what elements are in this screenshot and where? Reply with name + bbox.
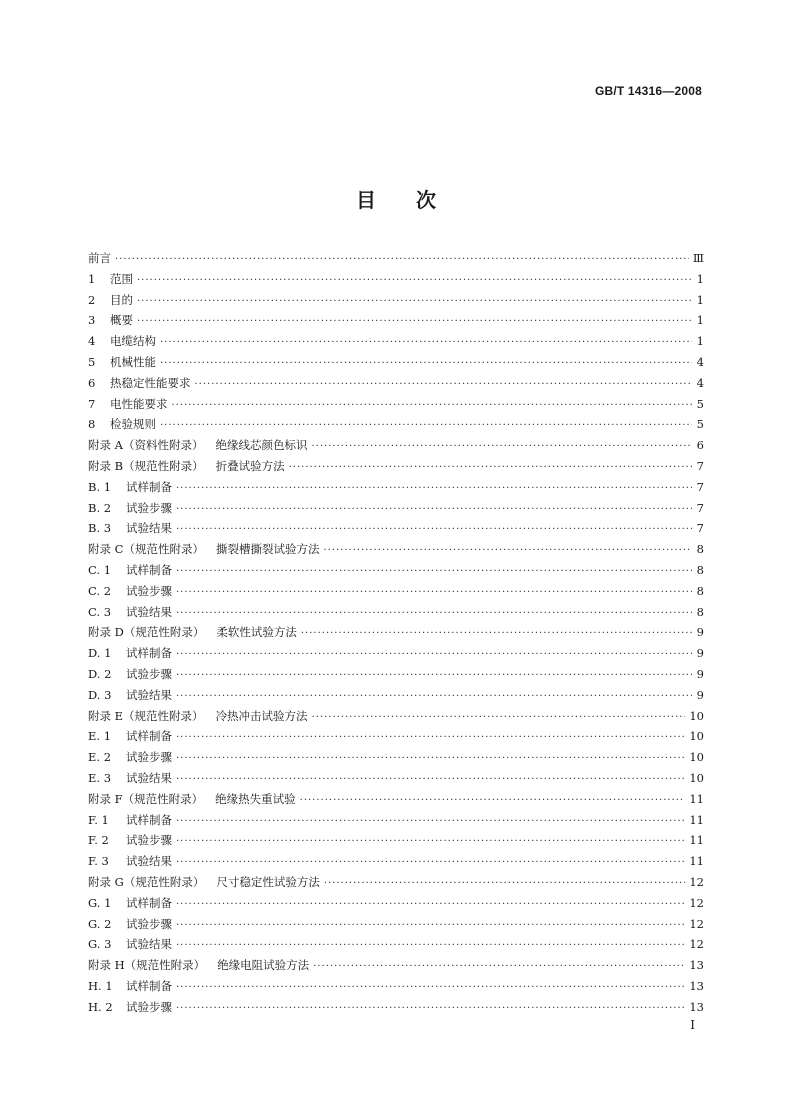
toc-entry[interactable] [88, 290, 704, 311]
toc-entry[interactable] [88, 518, 704, 539]
toc-entry-label [88, 622, 301, 643]
toc-entry-number: B. 3 [88, 521, 112, 536]
toc-entry-title: 试样制备 [126, 978, 172, 993]
toc-entry-label [88, 331, 160, 352]
toc-entry[interactable] [88, 851, 704, 872]
toc-entry-page: 9 [696, 666, 704, 681]
toc-entry-label [88, 997, 176, 1018]
toc-entry-label [88, 934, 176, 955]
toc-entry-page: 5 [696, 396, 704, 411]
toc-entry[interactable] [88, 830, 704, 851]
toc-entry-label [88, 893, 176, 914]
toc-entry-title: 试验步骤 [126, 916, 172, 931]
toc-leader-dots [176, 666, 692, 687]
toc-leader-dots [176, 770, 685, 791]
toc-leader-dots [300, 791, 686, 812]
toc-entry-page: 4 [696, 354, 704, 369]
toc-entry-title: 电缆结构 [110, 334, 156, 349]
toc-entry-subtitle: 冷热冲击试验方法 [215, 708, 308, 723]
toc-entry-title: 附录 D（规范性附录） [88, 625, 205, 640]
toc-leader-dots [176, 645, 692, 666]
toc-entry[interactable] [88, 498, 704, 519]
toc-entry-subtitle: 绝缘热失重试验 [215, 791, 296, 806]
toc-entry-title: 附录 A（资料性附录） [88, 438, 204, 453]
toc-leader-dots [176, 978, 685, 999]
toc-entry-number: B. 1 [88, 479, 112, 494]
toc-entry-page: 12 [689, 916, 704, 931]
toc-entry-label [88, 685, 176, 706]
toc-entry-number: G. 1 [88, 895, 112, 910]
toc-entry-label [88, 373, 195, 394]
toc-entry[interactable] [88, 269, 704, 290]
toc-entry[interactable] [88, 456, 704, 477]
toc-entry-number: D. 2 [88, 666, 112, 681]
toc-entry-page: 11 [689, 791, 704, 806]
toc-leader-dots [176, 812, 685, 833]
toc-entry[interactable] [88, 955, 704, 976]
toc-leader-dots [289, 458, 692, 479]
toc-leader-dots [176, 583, 692, 604]
toc-entry-number: 5 [88, 354, 96, 369]
toc-entry-title: 试验步骤 [126, 500, 172, 515]
toc-entry-title: 试验结果 [126, 604, 172, 619]
toc-entry-title: 试验结果 [126, 687, 172, 702]
toc-entry-label [88, 830, 176, 851]
toc-entry-number: E. 2 [88, 750, 112, 765]
toc-leader-dots [176, 853, 685, 874]
toc-entry-number: F. 1 [88, 812, 109, 827]
toc-entry-title: 电性能要求 [110, 396, 168, 411]
toc-entry-page: 13 [689, 958, 704, 973]
toc-entry[interactable] [88, 373, 704, 394]
table-of-contents [88, 248, 704, 1017]
toc-entry-title: 试验结果 [126, 937, 172, 952]
toc-entry-title: 热稳定性能要求 [110, 375, 191, 390]
toc-entry-label [88, 872, 324, 893]
toc-entry-label [88, 539, 323, 560]
toc-entry[interactable] [88, 622, 704, 643]
page-title: 目 次 [356, 188, 436, 212]
toc-entry-page: 13 [689, 978, 704, 993]
toc-entry-number: G. 3 [88, 937, 112, 952]
toc-entry-label [88, 414, 160, 435]
toc-entry[interactable] [88, 394, 704, 415]
toc-entry-label [88, 518, 176, 539]
page-number: I [690, 1018, 695, 1032]
toc-entry-page: 8 [696, 604, 704, 619]
toc-entry-page: 12 [689, 874, 704, 889]
toc-entry-label [88, 498, 176, 519]
toc-entry-page: 11 [689, 812, 704, 827]
toc-leader-dots [176, 916, 685, 937]
toc-entry-title: 试样制备 [126, 729, 172, 744]
toc-entry[interactable] [88, 810, 704, 831]
toc-entry-subtitle: 绝缘线芯颜色标识 [215, 438, 308, 453]
toc-entry[interactable] [88, 706, 704, 727]
toc-entry-title: 试验结果 [126, 770, 172, 785]
toc-entry-page: 6 [696, 438, 704, 453]
toc-entry-number: 6 [88, 375, 96, 390]
toc-entry[interactable] [88, 248, 704, 269]
toc-entry[interactable] [88, 976, 704, 997]
toc-entry[interactable] [88, 893, 704, 914]
toc-leader-dots [195, 375, 693, 396]
toc-entry-label [88, 310, 137, 331]
toc-entry-label [88, 789, 300, 810]
toc-entry[interactable] [88, 747, 704, 768]
toc-leader-dots [176, 728, 685, 749]
toc-entry[interactable] [88, 643, 704, 664]
toc-entry-page: 9 [696, 625, 704, 640]
toc-entry-label [88, 477, 176, 498]
toc-entry-number: 4 [88, 334, 96, 349]
toc-entry-title: 附录 B（规范性附录） [88, 458, 204, 473]
toc-leader-dots [176, 832, 685, 853]
toc-entry-page: 11 [689, 854, 704, 869]
toc-leader-dots [176, 999, 685, 1020]
toc-entry-number: 3 [88, 313, 96, 328]
toc-leader-dots [176, 895, 685, 916]
toc-entry-subtitle: 绝缘电阻试验方法 [217, 958, 310, 973]
toc-entry-number: C. 2 [88, 583, 112, 598]
toc-entry-title: 试样制备 [126, 895, 172, 910]
toc-entry-title: 试样制备 [126, 479, 172, 494]
toc-entry-label [88, 269, 137, 290]
toc-entry-title: 附录 E（规范性附录） [88, 708, 204, 723]
toc-entry-page: 12 [689, 895, 704, 910]
toc-entry[interactable] [88, 560, 704, 581]
toc-entry-page: 8 [696, 583, 704, 598]
toc-entry-page: 1 [696, 292, 704, 307]
toc-entry-title: 试验步骤 [126, 833, 172, 848]
toc-entry-page: Ⅲ [692, 251, 704, 265]
toc-entry-title: 附录 C（规范性附录） [88, 542, 204, 557]
toc-entry-page: 10 [689, 708, 704, 723]
toc-entry[interactable] [88, 414, 704, 435]
toc-entry-number: C. 1 [88, 562, 112, 577]
toc-entry-title: 前言 [88, 251, 111, 265]
toc-entry-title: 机械性能 [110, 354, 156, 369]
toc-entry-page: 5 [696, 417, 704, 432]
toc-leader-dots [172, 396, 693, 417]
toc-entry[interactable] [88, 539, 704, 560]
toc-leader-dots [160, 354, 692, 375]
toc-entry[interactable] [88, 581, 704, 602]
toc-entry[interactable] [88, 726, 704, 747]
toc-entry-title: 试验步骤 [126, 750, 172, 765]
toc-entry-page: 8 [696, 542, 704, 557]
toc-entry-label [88, 248, 115, 269]
toc-entry[interactable] [88, 768, 704, 789]
toc-entry-number: C. 3 [88, 604, 112, 619]
toc-entry-label [88, 851, 176, 872]
toc-entry-label [88, 810, 176, 831]
toc-leader-dots [176, 604, 692, 625]
toc-entry-page: 1 [696, 271, 704, 286]
toc-entry[interactable] [88, 685, 704, 706]
toc-entry-page: 8 [696, 562, 704, 577]
toc-entry-page: 10 [689, 729, 704, 744]
toc-entry-title: 附录 G（规范性附录） [88, 874, 205, 889]
toc-entry-title: 范围 [110, 271, 133, 286]
toc-entry-title: 附录 H（规范性附录） [88, 958, 206, 973]
toc-leader-dots [323, 541, 692, 562]
toc-entry-page: 7 [696, 521, 704, 536]
toc-entry-label [88, 290, 137, 311]
toc-entry[interactable] [88, 934, 704, 955]
toc-entry-number: 1 [88, 271, 96, 286]
toc-entry-number: 2 [88, 292, 96, 307]
toc-entry-number: H. 2 [88, 999, 113, 1014]
toc-entry-title: 试验步骤 [126, 999, 172, 1014]
toc-entry-label [88, 394, 172, 415]
toc-entry-page: 10 [689, 750, 704, 765]
toc-leader-dots [312, 708, 686, 729]
toc-entry-title: 试样制备 [126, 562, 172, 577]
toc-leader-dots [176, 562, 692, 583]
toc-leader-dots [176, 936, 685, 957]
toc-entry-number: F. 3 [88, 854, 109, 869]
toc-entry[interactable] [88, 872, 704, 893]
toc-entry[interactable] [88, 310, 704, 331]
toc-entry-number: E. 3 [88, 770, 112, 785]
toc-entry-page: 7 [696, 458, 704, 473]
toc-entry-label [88, 914, 176, 935]
toc-leader-dots [311, 437, 692, 458]
toc-entry-number: D. 3 [88, 687, 112, 702]
toc-leader-dots [301, 624, 692, 645]
toc-entry-title: 目的 [110, 292, 133, 307]
toc-entry-label [88, 726, 176, 747]
toc-leader-dots [176, 500, 692, 521]
toc-entry-title: 试样制备 [126, 646, 172, 661]
toc-entry-subtitle: 折叠试验方法 [215, 458, 285, 473]
toc-entry[interactable] [88, 914, 704, 935]
toc-leader-dots [176, 749, 685, 770]
toc-entry[interactable] [88, 477, 704, 498]
toc-entry-page: 9 [696, 687, 704, 702]
toc-entry-title: 概要 [110, 313, 133, 328]
toc-entry-subtitle: 柔软性试验方法 [216, 625, 297, 640]
toc-entry[interactable] [88, 789, 704, 810]
toc-leader-dots [313, 957, 685, 978]
toc-entry[interactable] [88, 435, 704, 456]
toc-entry-page: 1 [696, 334, 704, 349]
toc-entry-page: 12 [689, 937, 704, 952]
toc-entry-label [88, 602, 176, 623]
toc-entry-title: 试验步骤 [126, 666, 172, 681]
toc-entry-title: 试验结果 [126, 521, 172, 536]
toc-entry[interactable] [88, 602, 704, 623]
toc-entry[interactable] [88, 331, 704, 352]
toc-entry[interactable] [88, 352, 704, 373]
toc-entry-subtitle: 尺寸稳定性试验方法 [216, 874, 320, 889]
toc-entry-page: 7 [696, 500, 704, 515]
toc-entry-title: 附录 F（规范性附录） [88, 791, 204, 806]
toc-entry-number: B. 2 [88, 500, 112, 515]
toc-entry-label [88, 747, 176, 768]
toc-entry-label [88, 955, 313, 976]
toc-leader-dots [137, 312, 692, 333]
toc-entry-number: G. 2 [88, 916, 112, 931]
toc-entry-number: H. 1 [88, 978, 113, 993]
toc-leader-dots [137, 271, 692, 292]
toc-entry-number: 7 [88, 396, 96, 411]
toc-entry-label [88, 643, 176, 664]
toc-entry-title: 检验规则 [110, 417, 156, 432]
toc-entry-label [88, 456, 289, 477]
toc-leader-dots [160, 416, 692, 437]
toc-entry-label [88, 664, 176, 685]
toc-leader-dots [115, 250, 689, 271]
toc-leader-dots [324, 874, 686, 895]
toc-leader-dots [176, 479, 692, 500]
toc-entry-label [88, 706, 312, 727]
toc-entry-page: 9 [696, 646, 704, 661]
toc-leader-dots [176, 687, 692, 708]
toc-entry-title: 试验结果 [126, 854, 172, 869]
toc-entry[interactable] [88, 664, 704, 685]
toc-entry-page: 7 [696, 479, 704, 494]
toc-entry-page: 4 [696, 375, 704, 390]
toc-entry-subtitle: 撕裂槽撕裂试验方法 [215, 542, 320, 557]
standard-code: GB/T 14316—2008 [594, 84, 702, 98]
toc-entry-page: 10 [689, 770, 704, 785]
toc-entry-label [88, 768, 176, 789]
toc-leader-dots [137, 292, 692, 313]
toc-leader-dots [176, 520, 692, 541]
toc-entry-label [88, 581, 176, 602]
toc-entry-page: 11 [689, 833, 704, 848]
toc-entry[interactable] [88, 997, 704, 1018]
toc-entry-label [88, 976, 176, 997]
toc-leader-dots [160, 333, 692, 354]
toc-entry-label [88, 560, 176, 581]
toc-entry-number: D. 1 [88, 646, 112, 661]
toc-entry-title: 试样制备 [126, 812, 172, 827]
toc-entry-title: 试验步骤 [126, 583, 172, 598]
toc-entry-page: 1 [696, 313, 704, 328]
toc-entry-label [88, 352, 160, 373]
toc-entry-page: 13 [689, 999, 704, 1014]
toc-entry-number: F. 2 [88, 833, 109, 848]
toc-entry-label [88, 435, 311, 456]
toc-entry-number: 8 [88, 417, 96, 432]
toc-entry-number: E. 1 [88, 729, 112, 744]
